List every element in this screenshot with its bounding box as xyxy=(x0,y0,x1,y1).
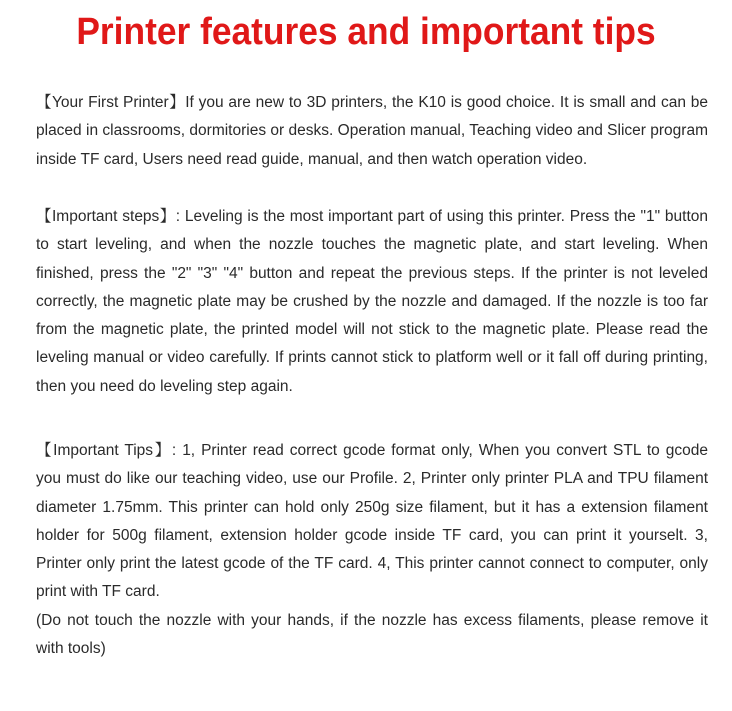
section-heading: 【Important steps】 xyxy=(36,208,176,225)
section-text: If you are new to 3D printers, the K10 is good choice. It is small and can be placed in classrooms, dormitories or desks. Operation manual, Teaching video and Slicer program inside TF card, Users need read guide, manual, and then watch operation video. xyxy=(36,94,708,168)
section-text: : 1, Printer read correct gcode format only, When you convert STL to gcode you must do like our teaching video, use our Profile. 2, Printer only printer PLA and TPU filament diameter 1.75mm. This printer can hold only 250g size filament, but it has a extension filament holder for 500g filament, extension holder gcode inside TF card, you can print it yourselt. 3, Printer only print the latest gcode of the TF card. 4, This printer cannot connect to computer, only print with TF card. xyxy=(36,442,708,601)
section-important-steps xyxy=(36,203,708,401)
section-paragraph xyxy=(36,437,708,607)
section-heading: 【Important Tips】 xyxy=(36,442,172,459)
section-paragraph xyxy=(36,203,708,401)
section-paragraph xyxy=(36,89,708,174)
page-title: Printer features and important tips xyxy=(76,11,656,53)
section-text: : Leveling is the most important part of using this printer. Press the "1" button to start leveling, and when the nozzle touches the magnetic plate, and start leveling. When finished, press the "2" "3" "4" button and repeat the previous steps. If the printer is not leveled correctly, the magnetic plate may be crushed by the nozzle and damaged. If the nozzle is too far from the magnetic plate, the printed model will not stick to the magnetic plate. Please read the leveling manual or video carefully. If prints cannot stick to platform well or it fall off during printing, then you need do leveling step again. xyxy=(36,208,709,395)
section-heading: 【Your First Printer】 xyxy=(36,94,186,111)
section-note: (Do not touch the nozzle with your hands, if the nozzle has excess filaments, please remove it with tools) xyxy=(36,611,708,658)
section-important-tips xyxy=(36,437,708,663)
section-first-printer xyxy=(36,89,708,174)
